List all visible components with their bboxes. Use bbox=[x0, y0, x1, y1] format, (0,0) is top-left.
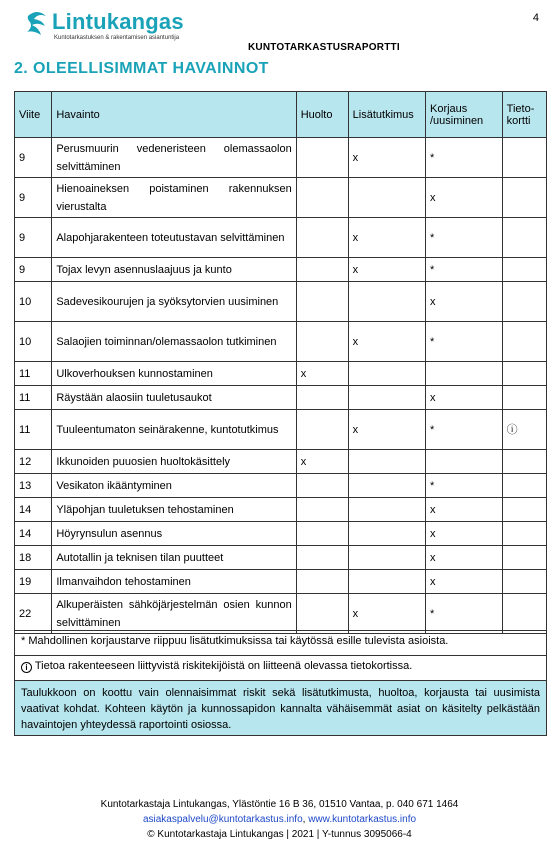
table-row bbox=[15, 218, 547, 258]
lisatutkimus-cell bbox=[348, 546, 425, 570]
korjaus-cell: x bbox=[425, 570, 502, 594]
column-header-viite: Viite bbox=[15, 92, 52, 138]
tietokortti-cell bbox=[502, 570, 546, 594]
tietokortti-cell bbox=[502, 362, 546, 386]
viite-cell: 9 bbox=[15, 258, 52, 282]
havainto-cell: Räystään alaosiin tuuletusaukot bbox=[52, 386, 296, 410]
tietokortti-cell bbox=[502, 594, 546, 634]
viite-cell: 9 bbox=[15, 178, 52, 218]
tietokortti-cell bbox=[502, 258, 546, 282]
viite-cell: 19 bbox=[15, 570, 52, 594]
viite-cell: 10 bbox=[15, 322, 52, 362]
viite-cell: 10 bbox=[15, 282, 52, 322]
huolto-cell bbox=[296, 178, 348, 218]
huolto-cell bbox=[296, 322, 348, 362]
tietokortti-cell bbox=[502, 450, 546, 474]
table-row bbox=[15, 362, 547, 386]
column-header-tietokortti: Tieto-kortti bbox=[502, 92, 546, 138]
lisatutkimus-cell: x bbox=[348, 322, 425, 362]
viite-cell: 22 bbox=[15, 594, 52, 634]
tietokortti-cell bbox=[502, 178, 546, 218]
footer-email-link[interactable]: asiakaspalvelu@kuntotarkastus.info bbox=[142, 814, 303, 825]
huolto-cell bbox=[296, 474, 348, 498]
havainto-cell: Alapohjarakenteen toteutustavan selvittäminen bbox=[52, 218, 296, 258]
huolto-cell bbox=[296, 546, 348, 570]
tietokortti-cell bbox=[502, 474, 546, 498]
lisatutkimus-cell bbox=[348, 450, 425, 474]
column-header-korjaus: Korjaus /uusiminen bbox=[425, 92, 502, 138]
huolto-cell bbox=[296, 594, 348, 634]
footer-website-link[interactable]: www.kuntotarkastus.info bbox=[308, 814, 417, 825]
havainto-cell: Ulkoverhouksen kunnostaminen bbox=[52, 362, 296, 386]
korjaus-cell: * bbox=[425, 594, 502, 634]
lisatutkimus-cell bbox=[348, 178, 425, 218]
bird-logo-icon bbox=[24, 10, 50, 38]
table-row bbox=[15, 450, 547, 474]
lisatutkimus-cell: x bbox=[348, 258, 425, 282]
huolto-cell bbox=[296, 570, 348, 594]
viite-cell: 12 bbox=[15, 450, 52, 474]
korjaus-cell bbox=[425, 362, 502, 386]
tietokortti-cell bbox=[502, 282, 546, 322]
huolto-cell bbox=[296, 410, 348, 450]
table-row bbox=[15, 546, 547, 570]
viite-cell: 13 bbox=[15, 474, 52, 498]
huolto-cell bbox=[296, 138, 348, 178]
korjaus-cell: x bbox=[425, 386, 502, 410]
tietokortti-cell bbox=[502, 218, 546, 258]
column-header-havainto: Havainto bbox=[52, 92, 296, 138]
havainto-cell: Salaojien toiminnan/olemassaolon tutkiminen bbox=[52, 322, 296, 362]
lisatutkimus-cell: x bbox=[348, 138, 425, 178]
huolto-cell bbox=[296, 386, 348, 410]
lisatutkimus-cell bbox=[348, 362, 425, 386]
korjaus-cell: x bbox=[425, 498, 502, 522]
havainto-cell: Yläpohjan tuuletuksen tehostaminen bbox=[52, 498, 296, 522]
footer-separator: , bbox=[302, 814, 309, 825]
korjaus-cell: x bbox=[425, 522, 502, 546]
huolto-cell bbox=[296, 258, 348, 282]
havainto-cell: Sadevesikourujen ja syöksytorvien uusiminen bbox=[52, 282, 296, 322]
footer-copyright: © Kuntotarkastaja Lintukangas | 2021 | Y-tunnus 3095066-4 bbox=[147, 829, 412, 840]
viite-cell: 18 bbox=[15, 546, 52, 570]
brand-name: Lintukangas bbox=[52, 9, 184, 34]
tietokortti-cell bbox=[502, 138, 546, 178]
table-row bbox=[15, 410, 547, 450]
havainto-cell: Vesikaton ikääntyminen bbox=[52, 474, 296, 498]
havainto-cell: Höyrynsulun asennus bbox=[52, 522, 296, 546]
brand-tagline: Kuntotarkastuksen & rakentamisen asiantuntija bbox=[54, 35, 180, 41]
havainto-cell: Ikkunoiden puuosien huoltokäsittely bbox=[52, 450, 296, 474]
lisatutkimus-cell bbox=[348, 498, 425, 522]
info-note-text: Tietoa rakenteeseen liittyvistä riskitekijöistä on liitteenä olevassa tietokortissa. bbox=[34, 660, 413, 672]
tietokortti-cell bbox=[502, 498, 546, 522]
havainto-cell: Perusmuurin vedeneristeen olemassaolon selvittäminen bbox=[52, 138, 296, 178]
summary-note: Taulukkoon on koottu vain olennaisimmat riskit sekä lisätutkimusta, huoltoa, korjausta tai uusimista vaativat kohdat. Kohteen käytön ja kunnossapidon kannalta vähäisemmät asiat on käsitelty pelkästään havaintojen yhteydessä raportointi osiossa. bbox=[14, 680, 547, 736]
viite-cell: 11 bbox=[15, 362, 52, 386]
havainto-cell: Hienoaineksen poistaminen rakennuksen vierustalta bbox=[52, 178, 296, 218]
lisatutkimus-cell bbox=[348, 522, 425, 546]
table-row bbox=[15, 138, 547, 178]
lisatutkimus-cell bbox=[348, 282, 425, 322]
column-header-lisatutkimus: Lisätutkimus bbox=[348, 92, 425, 138]
havainto-cell: Tojax levyn asennuslaajuus ja kunto bbox=[52, 258, 296, 282]
page-number: 4 bbox=[532, 12, 539, 24]
table-row bbox=[15, 282, 547, 322]
footer-address: Kuntotarkastaja Lintukangas, Ylästöntie 16 B 36, 01510 Vantaa, p. 040 671 1464 bbox=[100, 799, 459, 810]
havainto-cell: Tuuleentumaton seinärakenne, kuntotutkimus bbox=[52, 410, 296, 450]
korjaus-cell: * bbox=[425, 474, 502, 498]
tietokortti-cell bbox=[502, 386, 546, 410]
korjaus-cell: * bbox=[425, 410, 502, 450]
huolto-cell bbox=[296, 218, 348, 258]
lisatutkimus-cell: x bbox=[348, 594, 425, 634]
table-row bbox=[15, 594, 547, 634]
table-row bbox=[15, 522, 547, 546]
viite-cell: 9 bbox=[15, 218, 52, 258]
table-row bbox=[15, 570, 547, 594]
table-row bbox=[15, 474, 547, 498]
korjaus-cell: * bbox=[425, 258, 502, 282]
havainto-cell: Alkuperäisten sähköjärjestelmän osien kunnon selvittäminen bbox=[52, 594, 296, 634]
info-note-box bbox=[14, 655, 547, 681]
korjaus-cell: * bbox=[425, 138, 502, 178]
findings-table bbox=[14, 91, 547, 634]
asterisk-note: * Mahdollinen korjaustarve riippuu lisätutkimuksissa tai käytössä esille tulevista asioista. bbox=[14, 630, 547, 656]
lisatutkimus-cell bbox=[348, 570, 425, 594]
korjaus-cell: x bbox=[425, 282, 502, 322]
havainto-cell: Ilmanvaihdon tehostaminen bbox=[52, 570, 296, 594]
korjaus-cell: x bbox=[425, 546, 502, 570]
lisatutkimus-cell bbox=[348, 386, 425, 410]
korjaus-cell: * bbox=[425, 322, 502, 362]
huolto-cell bbox=[296, 282, 348, 322]
tietokortti-cell bbox=[502, 322, 546, 362]
section-title: 2. OLEELLISIMMAT HAVAINNOT bbox=[14, 60, 269, 77]
report-title: KUNTOTARKASTUSRAPORTTI bbox=[248, 42, 400, 53]
viite-cell: 11 bbox=[15, 410, 52, 450]
viite-cell: 14 bbox=[15, 522, 52, 546]
footer-contact bbox=[0, 812, 559, 827]
korjaus-cell: x bbox=[425, 178, 502, 218]
havainto-cell: Autotallin ja teknisen tilan puutteet bbox=[52, 546, 296, 570]
tietokortti-cell bbox=[502, 546, 546, 570]
column-header-huolto: Huolto bbox=[296, 92, 348, 138]
table-row bbox=[15, 386, 547, 410]
table-row bbox=[15, 258, 547, 282]
korjaus-cell: * bbox=[425, 218, 502, 258]
huolto-cell: x bbox=[296, 450, 348, 474]
huolto-cell bbox=[296, 522, 348, 546]
lisatutkimus-cell: x bbox=[348, 218, 425, 258]
lisatutkimus-cell: x bbox=[348, 410, 425, 450]
table-row bbox=[15, 498, 547, 522]
table-row bbox=[15, 178, 547, 218]
korjaus-cell bbox=[425, 450, 502, 474]
info-icon: i bbox=[21, 662, 32, 673]
tietokortti-cell bbox=[502, 522, 546, 546]
viite-cell: 14 bbox=[15, 498, 52, 522]
huolto-cell: x bbox=[296, 362, 348, 386]
table-header-row bbox=[15, 92, 547, 138]
tietokortti-cell: ⓘ bbox=[502, 410, 546, 450]
table-row bbox=[15, 322, 547, 362]
lisatutkimus-cell bbox=[348, 474, 425, 498]
viite-cell: 11 bbox=[15, 386, 52, 410]
huolto-cell bbox=[296, 498, 348, 522]
company-logo bbox=[20, 8, 220, 44]
viite-cell: 9 bbox=[15, 138, 52, 178]
page-footer bbox=[0, 797, 559, 842]
